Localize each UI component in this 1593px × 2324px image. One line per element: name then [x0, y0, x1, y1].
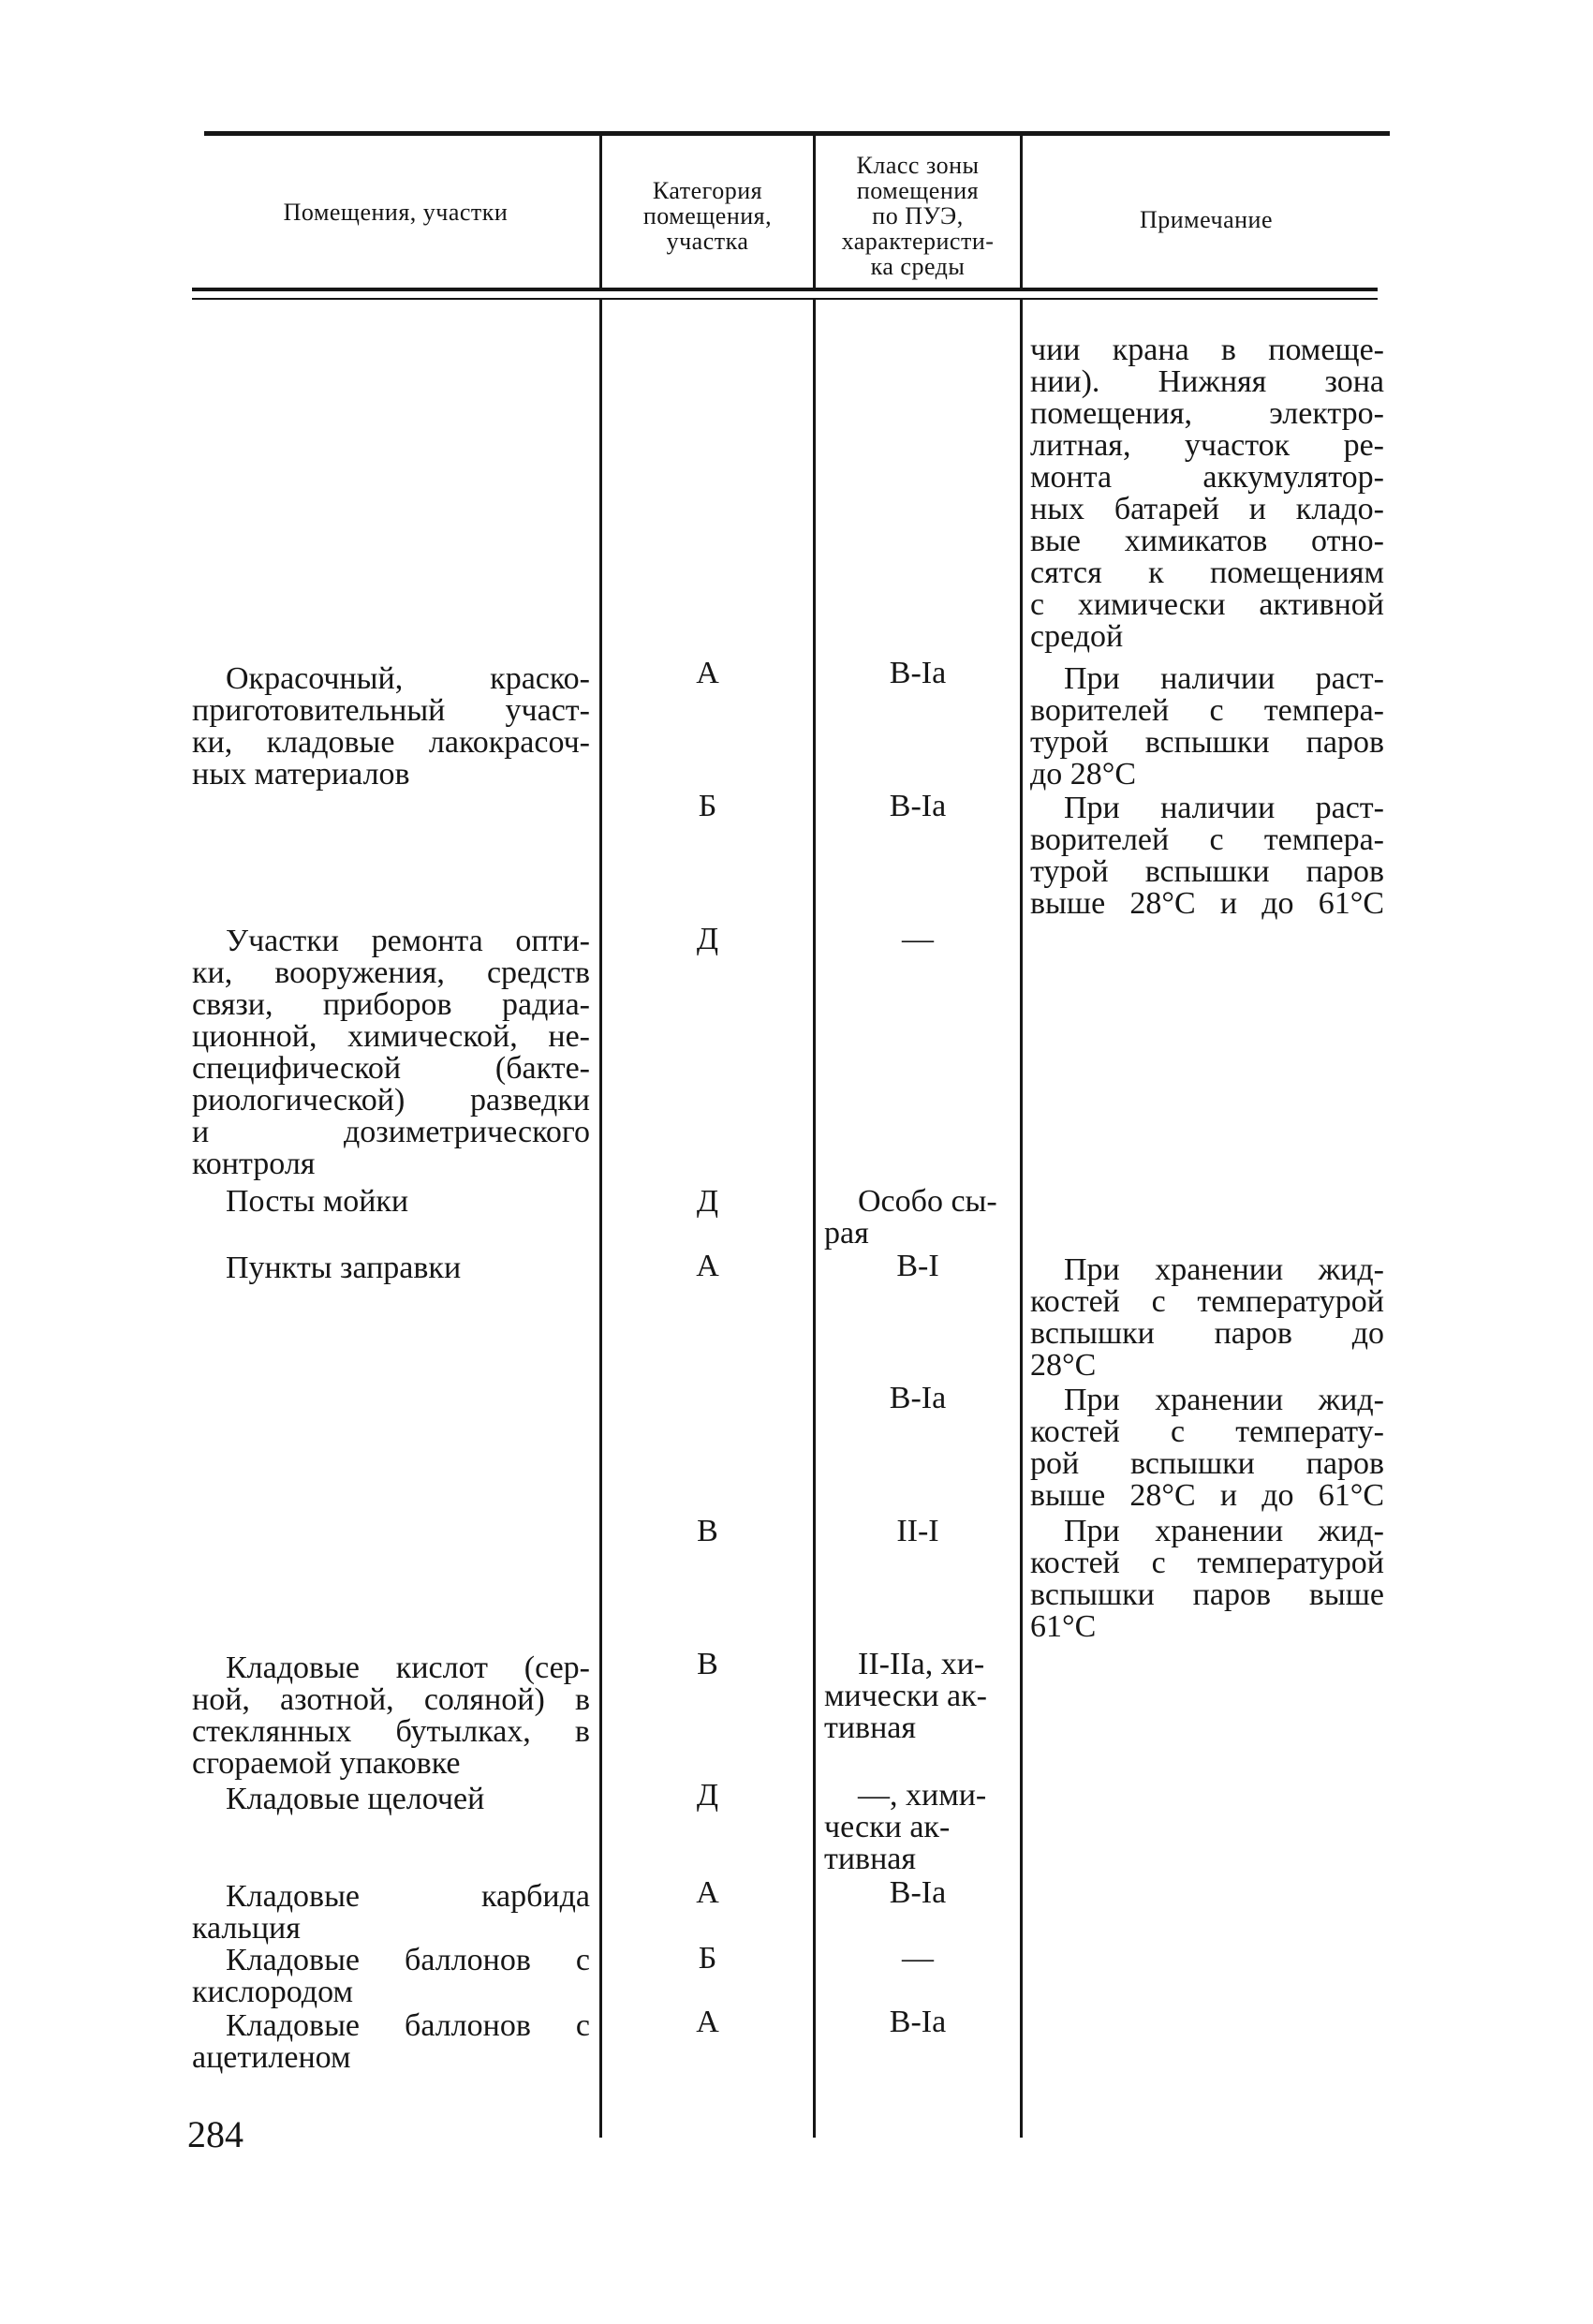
body-divider-2 — [813, 300, 816, 2138]
zone-class-cell: В-Iа — [889, 656, 947, 690]
category-cell: Д — [696, 922, 719, 956]
category-cell: Д — [696, 1184, 719, 1219]
zone-class-cell: II-I — [896, 1514, 939, 1548]
room-acid-storage: Кладовые кислот (сер- ной, азотной, соляной) в стеклянных бутылках, в сгораемой упаковке — [192, 1650, 590, 1781]
category-cell: В — [697, 1514, 718, 1548]
room-refuelling-points: Пункты заправки — [226, 1251, 462, 1285]
zone-class-cell: —, хими- чески ак- тивная — [824, 1778, 987, 1876]
note-cell: При хранении жид- костей с температу- рой вспышки паров выше 28°С и до 61°С — [1030, 1383, 1384, 1513]
page-number: 284 — [187, 2113, 243, 2155]
category-cell: А — [696, 2005, 719, 2039]
category-cell: В — [697, 1647, 718, 1681]
continued-note: чии крана в помеще- нии). Нижняя зона помещения, электро- литная, участок ре- монта аккумулятор- ных батарей и кладо- вые химикатов отно- сятся к помещениям с химически активной средой — [1030, 333, 1384, 654]
table-top-rule — [204, 131, 1390, 136]
room-alkali-storage: Кладовые щелочей — [226, 1782, 485, 1816]
room-wash-posts: Посты мойки — [226, 1184, 409, 1219]
header-category: Категория помещения, участка — [642, 177, 773, 255]
note-cell: При наличии раст- ворителей с темпера- турой вспышки паров выше 28°С и до 61°С — [1030, 791, 1384, 921]
header-note: Примечание — [1139, 206, 1274, 233]
zone-class-cell: Особо сы- рая — [824, 1184, 997, 1251]
zone-class-cell: — — [902, 1941, 934, 1976]
header-zone-class: Класс зоны помещения по ПУЭ, характеристи- ка среды — [841, 152, 995, 280]
category-cell: А — [696, 1875, 719, 1910]
header-rooms: Помещения, участки — [283, 199, 509, 226]
zone-class-cell: В-Iа — [889, 2005, 947, 2039]
room-repair-areas: Участки ремонта опти- ки, вооружения, средств связи, приборов радиа- ционной, химической, не- специфической (бакте- риологической) разведки и дозиметрического контроля — [192, 924, 590, 1181]
category-cell: Б — [698, 1941, 717, 1976]
category-cell: Б — [698, 789, 717, 823]
zone-class-cell: В-Iа — [889, 1381, 947, 1415]
header-bottom-rule — [192, 288, 1378, 291]
room-carbide-storage: Кладовые карбида кальция — [192, 1879, 590, 1946]
body-divider-3 — [1020, 300, 1023, 2138]
zone-class-cell: В-Iа — [889, 1875, 947, 1910]
zone-class-cell: В-I — [896, 1249, 939, 1283]
category-cell: А — [696, 656, 719, 690]
room-oxygen-storage: Кладовые баллонов с кислородом — [192, 1943, 590, 2009]
note-cell: При хранении жид- костей с температурой вспышки паров выше 61°С — [1030, 1514, 1384, 1644]
zone-class-cell: II-IIа, хи- мически ак- тивная — [824, 1647, 987, 1745]
category-cell: А — [696, 1249, 719, 1283]
zone-class-cell: В-Iа — [889, 789, 947, 823]
body-divider-1 — [599, 300, 602, 2138]
note-cell: При наличии раст- ворителей с темпера- турой вспышки паров до 28°С — [1030, 661, 1384, 792]
note-cell: При хранении жид- костей с температурой вспышки паров до 28°С — [1030, 1252, 1384, 1383]
header-bottom-rule-2 — [192, 298, 1378, 300]
room-paint-shop: Окрасочный, краско- приготовительный участ- ки, кладовые лакокрасоч- ных материалов — [192, 661, 590, 792]
zone-class-cell: — — [902, 922, 934, 956]
category-cell: Д — [696, 1778, 719, 1813]
room-acetylene-storage: Кладовые баллонов с ацетиленом — [192, 2008, 590, 2075]
